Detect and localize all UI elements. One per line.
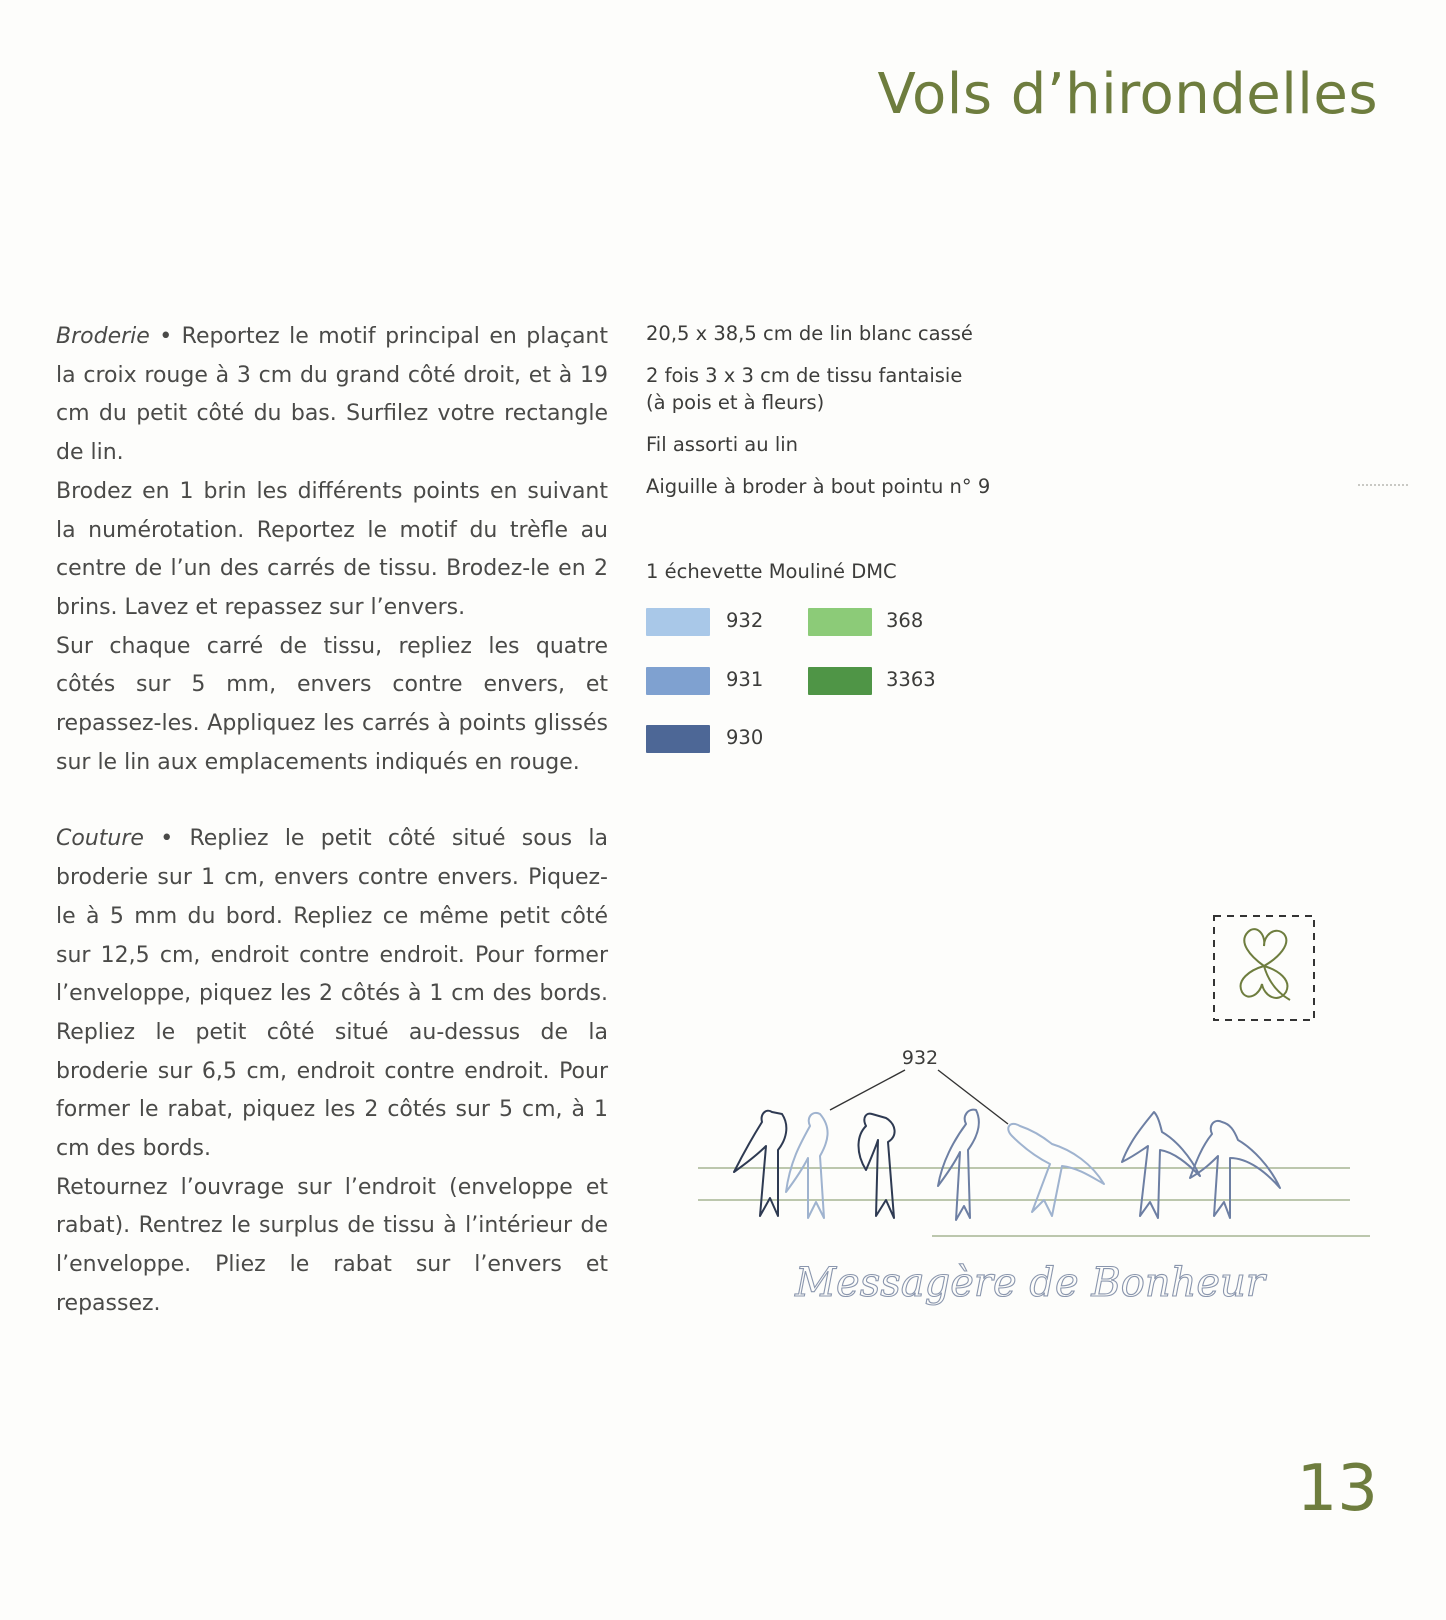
swallow-icon bbox=[859, 1114, 895, 1218]
embroidery-steps-paragraph: Brodez en 1 brin les différents points en suivant la numérotation. Reportez le motif du trèfle au centre de l’un des carrés de tissu. Brodez-le en 2 brins. Lavez et repassez sur l’envers. bbox=[56, 478, 608, 620]
skein-label: 1 échevette Mouliné DMC bbox=[646, 560, 897, 583]
callout-line bbox=[938, 1070, 1008, 1124]
clover-square bbox=[1214, 916, 1314, 1020]
callout-code: 932 bbox=[901, 1047, 939, 1069]
swallow-icon bbox=[938, 1110, 979, 1220]
couture-label: Couture bbox=[56, 826, 144, 852]
swallow-icon bbox=[1190, 1121, 1280, 1218]
thread-swatch-931 bbox=[646, 667, 710, 695]
thread-code-931: 931 bbox=[726, 668, 764, 691]
embroidery-pattern bbox=[690, 900, 1370, 1360]
callout-line bbox=[830, 1070, 905, 1110]
material-item: 2 fois 3 x 3 cm de tissu fantaisie (à pois et à fleurs) bbox=[646, 364, 963, 414]
fabric-squares-paragraph: Sur chaque carré de tissu, repliez les quatre côtés sur 5 mm, envers contre envers, et repassez-les. Appliquez les carrés à points glissés sur le lin aux emplacements indiqués en rouge. bbox=[56, 633, 608, 775]
script-text: Messagère de Bonheur bbox=[795, 1260, 1265, 1306]
thread-swatch-930 bbox=[646, 725, 710, 753]
broderie-text: • Reportez le motif principal en plaçant la croix rouge à 3 cm du grand côté droit, et à 19 cm du petit côté du bas. Surfilez votre rectangle de lin. bbox=[56, 324, 608, 466]
swallow-icon bbox=[786, 1113, 828, 1218]
thread-code-3363: 3363 bbox=[886, 668, 936, 691]
broderie-label: Broderie bbox=[56, 324, 150, 349]
thread-swatch-3363 bbox=[808, 667, 872, 695]
instructions-text bbox=[56, 318, 608, 1324]
thread-code-930: 930 bbox=[726, 726, 764, 749]
material-item: 20,5 x 38,5 cm de lin blanc cassé bbox=[646, 322, 973, 345]
couture-paragraph bbox=[56, 820, 608, 1168]
thread-code-932: 932 bbox=[726, 609, 764, 632]
finishing-paragraph: Retournez l’ouvrage sur l’endroit (enveloppe et rabat). Rentrez le surplus de tissu à l’intérieur de l’enveloppe. Pliez le rabat sur l’envers et repassez. bbox=[56, 1174, 608, 1316]
material-item: Aiguille à broder à bout pointu n° 9 bbox=[646, 475, 991, 498]
materials-list bbox=[646, 320, 1066, 515]
thread-code-368: 368 bbox=[886, 609, 924, 632]
clover-icon bbox=[1241, 929, 1290, 1000]
broderie-paragraph bbox=[56, 318, 608, 473]
page-number: 13 bbox=[1296, 1452, 1378, 1526]
thread-swatch-932 bbox=[646, 608, 710, 636]
thread-swatch-368 bbox=[808, 608, 872, 636]
scan-mark bbox=[1358, 484, 1408, 489]
couture-text: • Repliez le petit côté situé sous la broderie sur 1 cm, envers contre envers. Piquez-le à 5 mm du bord. Repliez ce même petit côté sur 12,5 cm, endroit contre endroit. Pour former l’enveloppe, piquez les 2 côtés à 1 cm des bords. Repliez le petit côté situé au-dessus de la broderie sur 6,5 cm, endroit contre endroit. Pour former le rabat, piquez les 2 côtés sur 5 cm, à 1 cm des bords. bbox=[56, 826, 608, 1162]
swallow-icon bbox=[1122, 1112, 1200, 1218]
page-title: Vols d’hirondelles bbox=[877, 62, 1378, 127]
material-item: Fil assorti au lin bbox=[646, 433, 799, 456]
swallow-icon bbox=[1008, 1124, 1104, 1216]
